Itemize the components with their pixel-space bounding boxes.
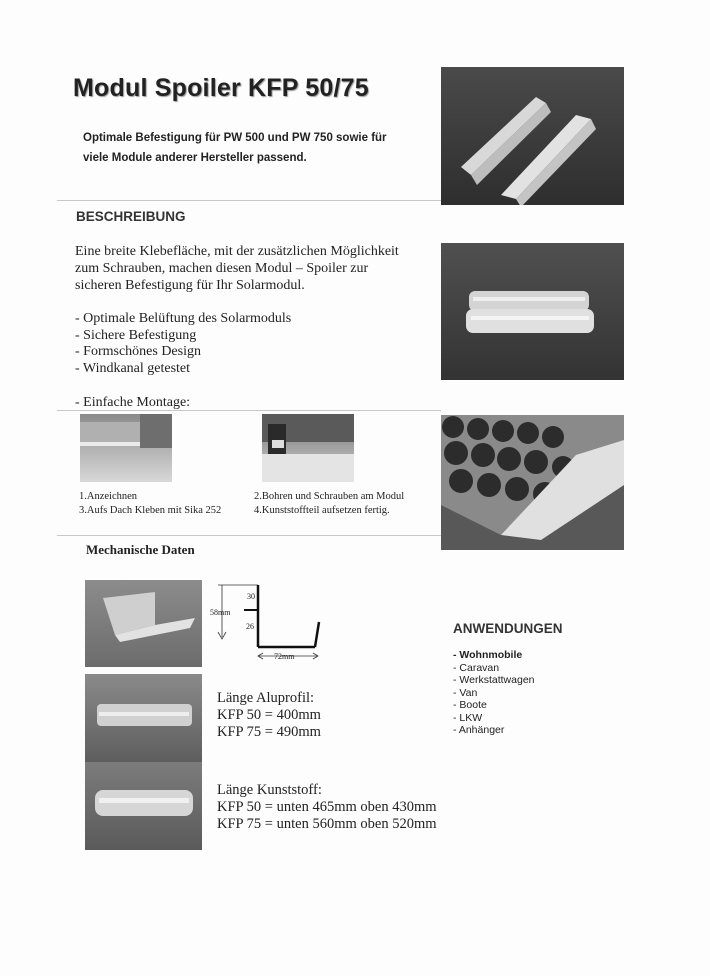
- subtitle-line-2: viele Module anderer Hersteller passend.: [83, 152, 307, 164]
- alu-kfp75: KFP 75 = 490mm: [217, 724, 321, 740]
- feature-item: - Windkanal getestet: [75, 360, 191, 376]
- anwendung-item: - Werkstattwagen: [453, 674, 535, 686]
- anwendung-item: - Boote: [453, 699, 487, 711]
- product-photo-profiles: [441, 67, 624, 205]
- solar-module-illustration: [441, 415, 624, 550]
- feature-item: - Formschönes Design: [75, 344, 201, 359]
- dim-30: 30: [247, 592, 255, 601]
- dim-72: 72mm: [274, 652, 295, 661]
- kunststoff-kfp50: KFP 50 = unten 465mm oben 430mm: [217, 799, 437, 815]
- montage-photo-1: [80, 414, 172, 482]
- kunststoff-label: Länge Kunststoff:: [217, 782, 322, 798]
- montage-2-illustration: [262, 414, 354, 482]
- feature-item: - Optimale Belüftung des Solarmoduls: [75, 311, 292, 326]
- anwendung-item: - Van: [453, 686, 478, 699]
- montage-photo-2: [262, 414, 354, 482]
- mech-photo-alu: [85, 674, 202, 762]
- step-1: 1.Anzeichnen: [79, 491, 138, 502]
- page-title: Modul Spoiler KFP 50/75: [73, 74, 369, 102]
- kunststoff-kfp75: KFP 75 = unten 560mm oben 520mm: [217, 816, 437, 832]
- subtitle-line-1: Optimale Befestigung für PW 500 und PW 750 sowie für: [83, 132, 387, 144]
- dim-58: 58mm: [210, 608, 231, 617]
- divider-1: [57, 200, 441, 201]
- anwendung-item: - Caravan: [453, 661, 500, 674]
- cross-section-diagram: [210, 582, 325, 662]
- section-heading-anwendungen: ANWENDUNGEN: [453, 621, 563, 636]
- product-photo-plastic-parts: [441, 243, 624, 380]
- anwendung-item: - Anhänger: [453, 724, 505, 736]
- feature-list: [75, 311, 291, 377]
- anwendung-item: - Wohnmobile: [453, 649, 523, 661]
- alu-lengths: [217, 690, 321, 741]
- step-3: 3.Aufs Dach Kleben mit Sika 252: [79, 505, 222, 516]
- dim-26: 26: [246, 622, 254, 631]
- section-heading-mechanische-daten: Mechanische Daten: [86, 542, 195, 557]
- anwendung-item: - LKW: [453, 711, 483, 724]
- montage-steps-left: [79, 490, 221, 518]
- description-text: [75, 243, 399, 294]
- alu-profile-illustration: [85, 674, 202, 762]
- profiles-illustration: [441, 67, 624, 205]
- divider-2: [57, 410, 441, 411]
- feature-item: - Sichere Befestigung: [75, 327, 197, 343]
- divider-3: [57, 535, 441, 536]
- plastic-parts-illustration: [441, 243, 624, 380]
- product-photo-module: [441, 415, 624, 550]
- montage-1-illustration: [80, 414, 172, 482]
- desc-line: zum Schrauben, machen diesen Modul – Spoiler zur: [75, 261, 369, 276]
- montage-steps-right: [254, 490, 404, 518]
- section-heading-beschreibung: BESCHREIBUNG: [76, 209, 186, 224]
- profile-closeup-illustration: [85, 580, 202, 667]
- montage-label: - Einfache Montage:: [75, 395, 191, 410]
- mech-photo-profile: [85, 580, 202, 667]
- mech-photo-kunststoff: [85, 762, 202, 850]
- alu-kfp50: KFP 50 = 400mm: [217, 707, 321, 723]
- anwendungen-list: [453, 649, 535, 737]
- subtitle: [83, 128, 387, 168]
- step-2: 2.Bohren und Schrauben am Modul: [254, 491, 405, 502]
- desc-line: Eine breite Klebefläche, mit der zusätzlichen Möglichkeit: [75, 244, 399, 259]
- plastic-part-illustration: [85, 762, 202, 850]
- alu-label: Länge Aluprofil:: [217, 690, 315, 706]
- desc-line: sicheren Befestigung für Ihr Solarmodul.: [75, 278, 305, 293]
- step-4: 4.Kunststoffteil aufsetzen fertig.: [254, 505, 390, 516]
- kunststoff-lengths: [217, 782, 437, 833]
